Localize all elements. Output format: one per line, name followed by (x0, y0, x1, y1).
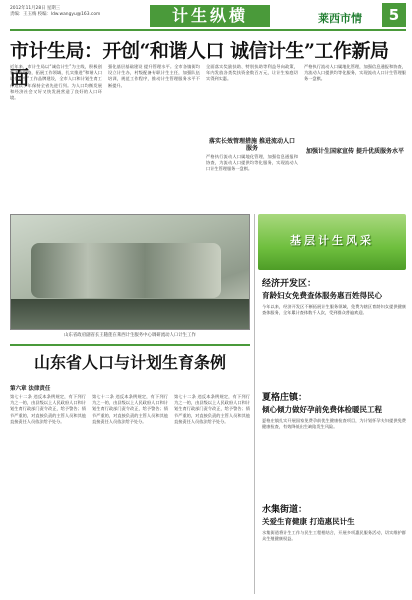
story-3-body: 水集街道将计生工作与民生工程相结合，开展多项惠民服务活动，切实维护群众生殖健康权益。 (262, 530, 406, 542)
section-title: 计生纵横 (150, 5, 270, 27)
law-chapter: 第六章 法律责任 (10, 386, 51, 392)
law-section-header (10, 344, 250, 380)
issue-meta (10, 6, 100, 18)
newspaper-brand: 莱西市情 (318, 12, 362, 25)
banner-text: 基层计生风采 (290, 234, 374, 247)
law-title: 山东省人口与计划生育条例 (33, 353, 226, 372)
column-divider (254, 214, 255, 594)
header-rule (10, 29, 406, 31)
article-subheading-4: 加强计生国家宣传 提升优质服务水平 (305, 148, 405, 155)
story-1-subtitle: 育龄妇女免费查体服务惠百姓得民心 (262, 291, 382, 300)
law-column-2: 第七十二条 违反本条例规定，有下列行为之一的，由县级以上人民政府人口和计划生育行政部门责令改正，给予警告；情节严重的，对直接负责的主管人员和其他直接责任人员依法给予处分。 (92, 394, 168, 424)
article-column-3: 全面落实奖励扶助、特别扶助等利益导向政策，年内发放各类奖扶资金数百万元，让计生家庭切实得到实惠。 (206, 64, 298, 82)
photo-people (31, 243, 221, 298)
issue-date: 2012年11月28日 星期三 (10, 6, 61, 11)
article-column-1: 近年来，市计生局以“诚信计生”为主线，积极创新工作思路，拓展工作领域，扎实推进“和谐人口 诚信计生”工作品牌建设，全市人口和计划生育工作连续多年保持全省先进行列。为人口均衡发展和经济社会又好又快发展营造了良好的人口环境。 (10, 64, 102, 101)
story-2-title: 夏格庄镇： (262, 393, 308, 403)
story-3-subtitle: 关爱生育健康 打造惠民计生 (262, 517, 355, 526)
page-header (0, 0, 412, 30)
story-3-title: 水集街道： (262, 505, 308, 515)
story-1-body: 今年以来，经济开发区不断拓展计生服务领域，免费为辖区育龄妇女提供健康查体服务，全年累计查体数千人次，受到群众普遍欢迎。 (262, 304, 406, 316)
main-headline: 市计生局：开创“和谐人口 诚信计生”工作新局面 (10, 40, 389, 89)
article-column-3b: 严格执行流动人口属地化管理，加强信息通报和协查，为流动人口提供均等化服务，实现流动人口计生管理服务一盘棋。 (206, 154, 298, 172)
editor-info: 责编：王玉梅 校编：ldw.wangyu@163.com (10, 12, 101, 17)
law-column-3: 第七十二条 违反本条例规定，有下列行为之一的，由县级以上人民政府人口和计划生育行政部门责令改正，给予警告；情节严重的，对直接负责的主管人员和其他直接责任人员依法给予处分。 (174, 394, 250, 424)
news-photo (10, 214, 250, 330)
photo-floor (11, 299, 250, 330)
article-subheading-3: 落实长效管理措施 推进流动人口服务 (208, 138, 296, 152)
story-1-title: 经济开发区： (262, 279, 317, 289)
page-number: 5 (382, 3, 406, 27)
law-column-1: 第七十二条 违反本条例规定，有下列行为之一的，由县级以上人民政府人口和计划生育行政部门责令改正，给予警告；情节严重的，对直接负责的主管人员和其他直接责任人员依法给予处分。 (10, 394, 86, 424)
feature-banner (258, 214, 406, 270)
story-2-subtitle: 倾心倾力做好孕前免费体检暖民工程 (262, 405, 382, 414)
article-column-4: 严格执行流动人口属地化管理，加强信息通报和协查，为流动人口提供均等化服务，实现流动人口计生管理服务一盘棋。 (304, 64, 406, 82)
photo-caption: 山东省政府副省长王随莲在莱西计生服务中心调研流动人口计生工作 (64, 333, 196, 338)
story-2-body: 夏格庄镇扎实开展国家免费孕前优生健康检查项目，为计划怀孕夫妇提供免费健康检查，有效降低出生缺陷发生风险。 (262, 418, 406, 430)
article-column-2: 强化基层基础建设 提升管理水平。全市各镇街均设立计生办，村级配备专职计生主任，加强队伍培训，规范工作程序，推动计生管理服务水平不断提升。 (108, 64, 200, 88)
